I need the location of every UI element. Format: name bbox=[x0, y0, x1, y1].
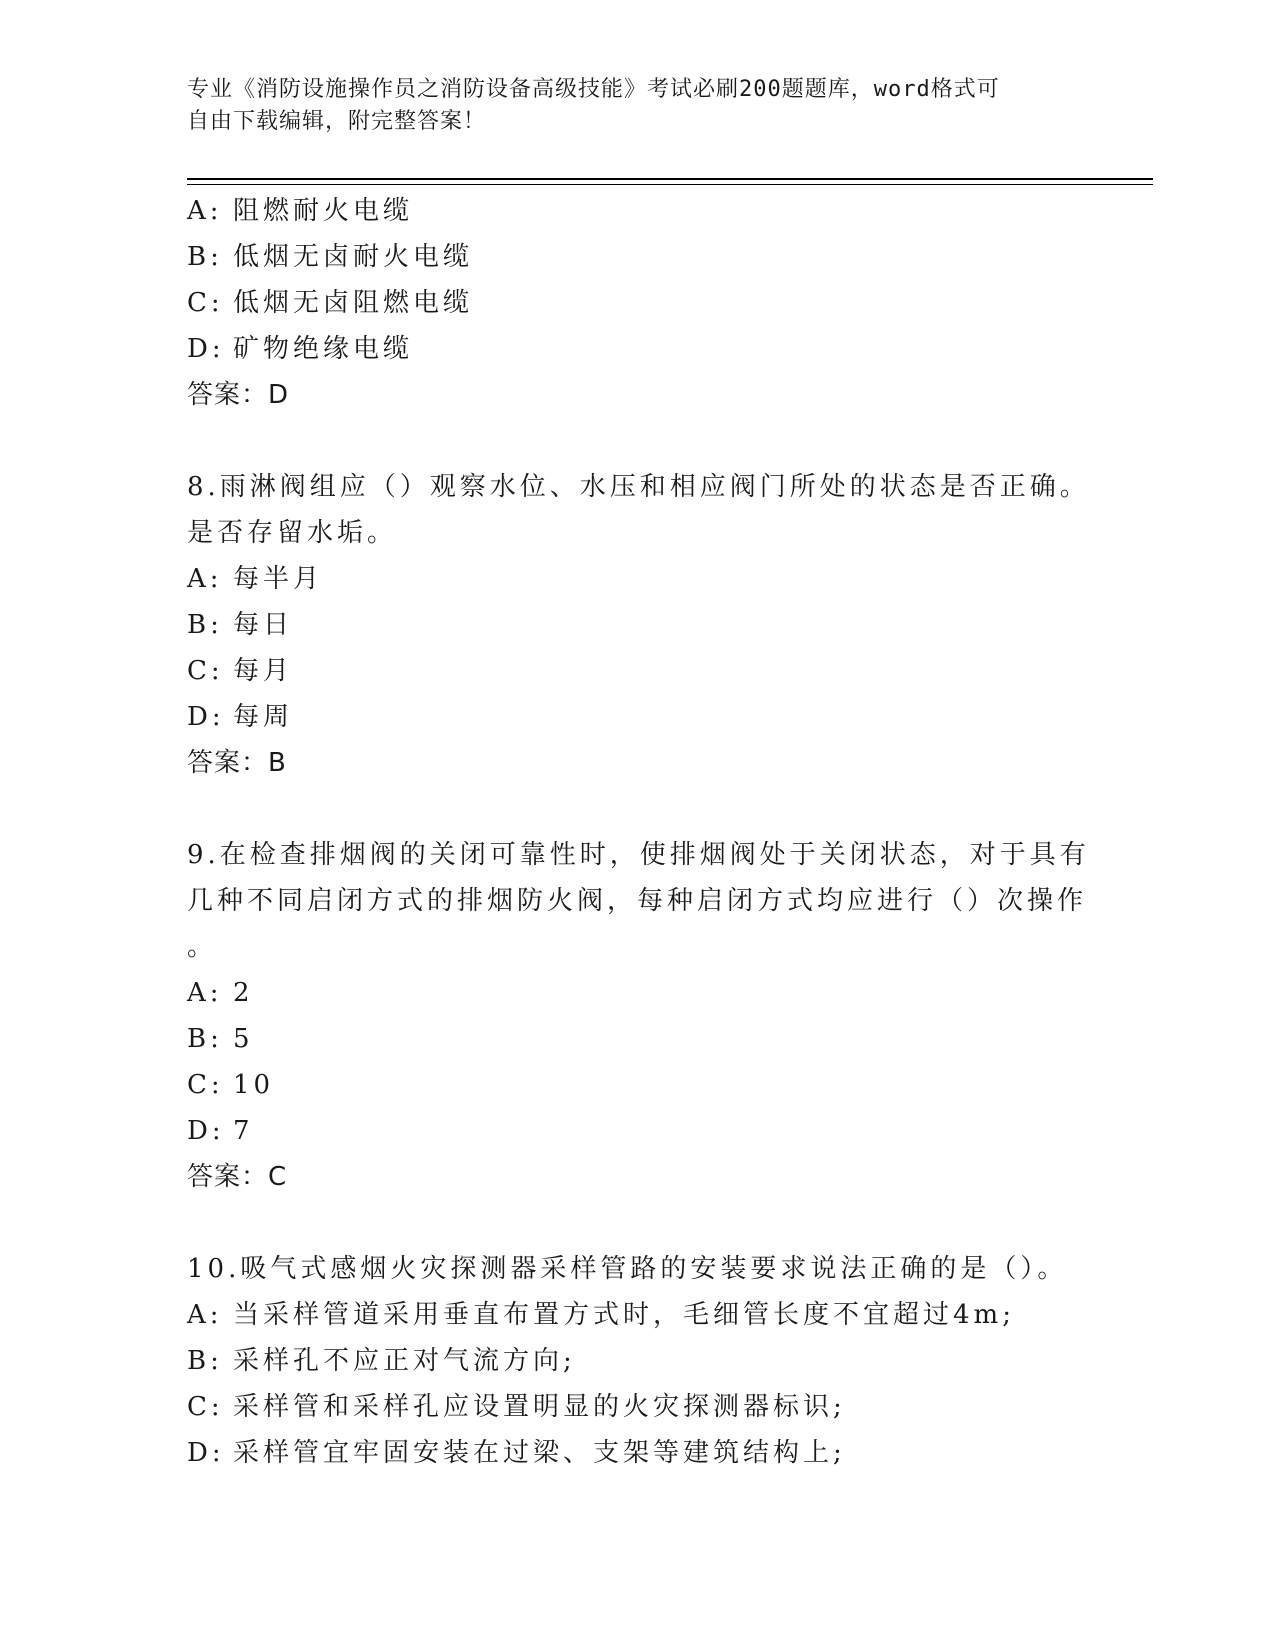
option-text: 采样孔不应正对气流方向; bbox=[233, 1346, 576, 1376]
question-8 bbox=[187, 464, 1090, 786]
option-a bbox=[187, 188, 1067, 234]
answer-line: 答案：D bbox=[187, 380, 290, 410]
option-text: 采样管和采样孔应设置明显的火灾探测器标识; bbox=[233, 1392, 846, 1422]
header-divider-thick bbox=[187, 178, 1153, 180]
option-text: 采样管宜牢固安装在过梁、支架等建筑结构上; bbox=[233, 1438, 846, 1468]
spacer bbox=[187, 418, 1067, 464]
option-letter: B: bbox=[187, 1024, 223, 1054]
option-d bbox=[187, 1430, 1067, 1476]
option-d bbox=[187, 326, 1067, 372]
option-letter: C: bbox=[187, 288, 224, 318]
question-stem-line: 。 bbox=[187, 932, 218, 962]
answer-line: 答案：B bbox=[187, 748, 287, 778]
option-text: 低烟无卤阻燃电缆 bbox=[233, 288, 474, 318]
option-c bbox=[187, 648, 1067, 694]
option-letter: D: bbox=[187, 702, 225, 732]
option-c bbox=[187, 1062, 1067, 1108]
option-b bbox=[187, 602, 1067, 648]
option-text: 当采样管道采用垂直布置方式时，毛细管长度不宜超过4m; bbox=[233, 1300, 1015, 1330]
option-text: 10 bbox=[233, 1070, 275, 1100]
option-letter: C: bbox=[187, 656, 224, 686]
option-b bbox=[187, 1338, 1067, 1384]
option-letter: D: bbox=[187, 334, 225, 364]
document-header bbox=[187, 74, 1067, 138]
option-c bbox=[187, 1384, 1067, 1430]
option-letter: C: bbox=[187, 1070, 224, 1100]
option-a bbox=[187, 1292, 1067, 1338]
option-letter: D: bbox=[187, 1438, 225, 1468]
option-letter: D: bbox=[187, 1116, 225, 1146]
option-text: 低烟无卤耐火电缆 bbox=[233, 242, 474, 272]
option-b bbox=[187, 234, 1067, 280]
spacer bbox=[187, 786, 1067, 832]
question-stem-line: 8.雨淋阀组应（）观察水位、水压和相应阀门所处的状态是否正确。 bbox=[187, 472, 1090, 502]
option-letter: C: bbox=[187, 1392, 224, 1422]
question-stem-line: 10.吸气式感烟火灾探测器采样管路的安装要求说法正确的是（）。 bbox=[187, 1254, 1068, 1284]
option-text: 每周 bbox=[233, 702, 294, 732]
option-text: 7 bbox=[233, 1116, 254, 1146]
option-d bbox=[187, 1108, 1067, 1154]
question-stem-line: 几种不同启闭方式的排烟防火阀，每种启闭方式均应进行（）次操作 bbox=[187, 886, 1088, 916]
option-text: 5 bbox=[233, 1024, 254, 1054]
option-b bbox=[187, 1016, 1067, 1062]
option-letter: B: bbox=[187, 1346, 223, 1376]
option-text: 每日 bbox=[233, 610, 294, 640]
option-letter: A: bbox=[187, 564, 223, 594]
option-a bbox=[187, 556, 1067, 602]
option-text: 阻燃耐火电缆 bbox=[233, 196, 414, 226]
option-letter: B: bbox=[187, 242, 223, 272]
option-letter: A: bbox=[187, 1300, 223, 1330]
option-letter: A: bbox=[187, 196, 223, 226]
option-c bbox=[187, 280, 1067, 326]
spacer bbox=[187, 1200, 1067, 1246]
option-text: 2 bbox=[233, 978, 254, 1008]
header-line-1: 专业《消防设施操作员之消防设备高级技能》考试必刷200题题库，word格式可 bbox=[187, 77, 1000, 102]
option-text: 矿物绝缘电缆 bbox=[233, 334, 414, 364]
question-9 bbox=[187, 832, 1090, 1200]
question-stem-line: 是否存留水垢。 bbox=[187, 518, 398, 548]
option-text: 每月 bbox=[233, 656, 294, 686]
header-line-2: 自由下载编辑，附完整答案！ bbox=[187, 109, 487, 134]
answer-line: 答案：C bbox=[187, 1162, 288, 1192]
document-body bbox=[187, 188, 1090, 1476]
option-a bbox=[187, 970, 1067, 1016]
question-stem-line: 9.在检查排烟阀的关闭可靠性时，使排烟阀处于关闭状态，对于具有 bbox=[187, 840, 1090, 870]
option-letter: A: bbox=[187, 978, 223, 1008]
question-10 bbox=[187, 1246, 1067, 1476]
question-7 bbox=[187, 188, 1067, 418]
header-divider-thin bbox=[187, 184, 1153, 185]
option-text: 每半月 bbox=[233, 564, 324, 594]
option-d bbox=[187, 694, 1067, 740]
option-letter: B: bbox=[187, 610, 223, 640]
